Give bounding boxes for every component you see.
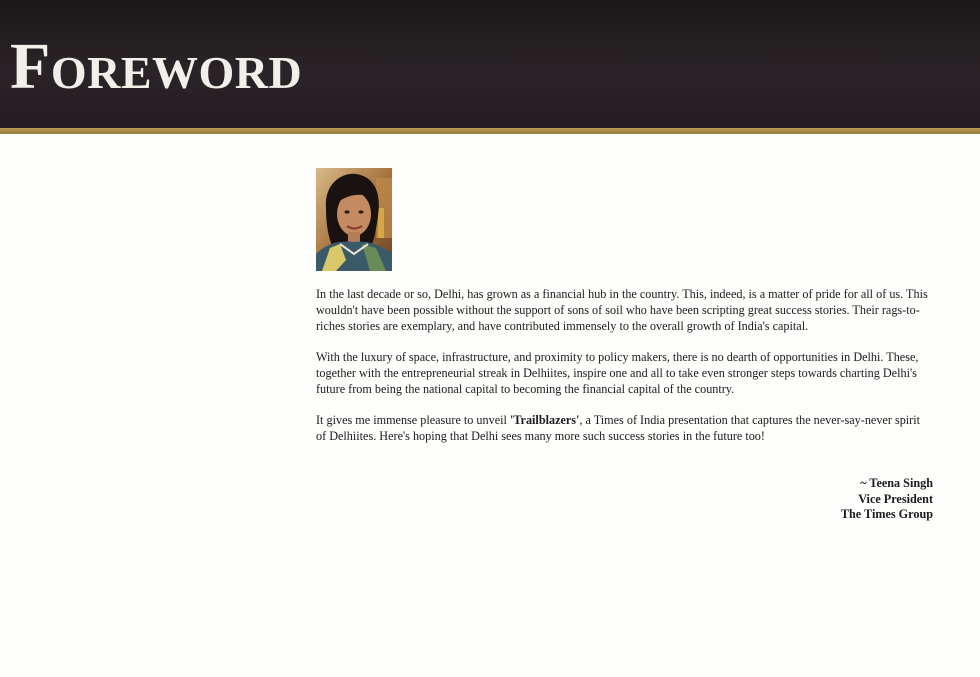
- page-title: [10, 30, 303, 103]
- signature-position: Vice President: [858, 491, 933, 506]
- title-rest: OREWORD: [50, 47, 303, 98]
- trailblazers-title: 'Trailblazers': [509, 413, 580, 427]
- signature-organization: The Times Group: [840, 507, 933, 521]
- paragraph-3-end: , a Times of India presentation that captures the never-say-never spirit of Delhiites. Here's hoping that Delhi sees many more such success stories in the future too!: [316, 413, 921, 443]
- paragraph-3: [316, 412, 931, 444]
- header-banner: [0, 0, 980, 130]
- signature-name: ~ Teena Singh: [860, 476, 933, 490]
- paragraph-3-start: It gives me immense pleasure to unveil: [316, 413, 510, 427]
- header-stripe: [0, 128, 980, 134]
- portrait-illustration: [316, 168, 392, 271]
- foreword-body: [316, 286, 931, 459]
- portrait-photo: [316, 168, 392, 271]
- paragraph-2: With the luxury of space, infrastructure, and proximity to policy makers, there is no dearth of opportunities in Delhi. These, together with the entrepreneurial streak in Delhiites, inspire one and all to take even stronger steps towards charting Delhi's future from being the national capital to becoming the financial capital of the country.: [316, 350, 919, 396]
- title-initial: F: [10, 30, 51, 103]
- paragraph-1: In the last decade or so, Delhi, has grown as a financial hub in the country. This, indeed, is a matter of pride for all of us. This wouldn't have been possible without the support of sons of soil who have been scripting great success stories. Their rags-to-riches stories are exemplary, and have contributed immensely to the overall growth of India's capital.: [316, 287, 928, 333]
- signature-block: [841, 476, 933, 523]
